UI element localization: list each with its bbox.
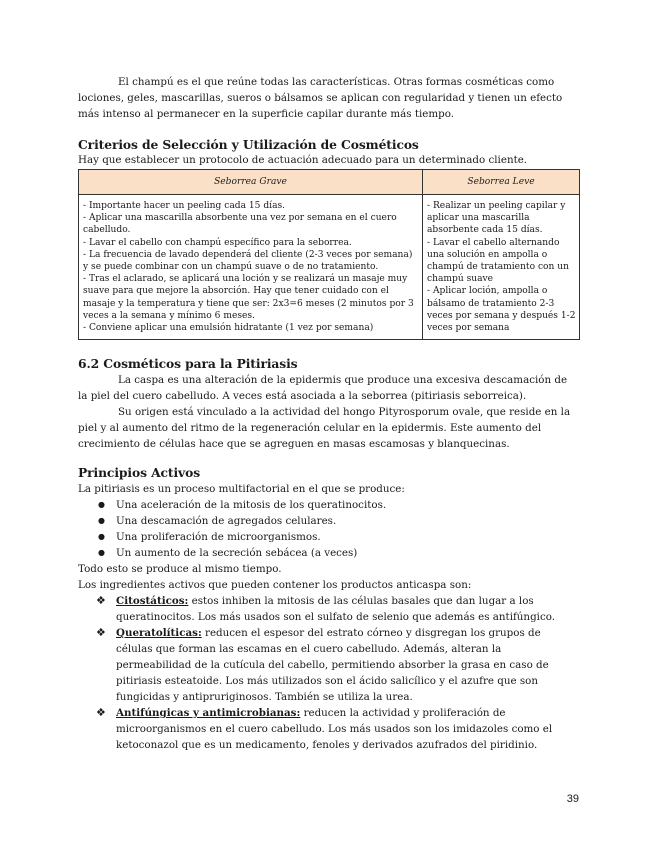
list-item: ● Una descamación de agregados celulares.	[98, 515, 337, 528]
list-item	[96, 593, 578, 625]
ingredient-term: Antifúngicas y antimicrobianas:	[116, 707, 301, 720]
header-seborrea-grave: Seborrea Grave	[79, 170, 423, 195]
grave-line: - Importante hacer un peeling cada 15 días.	[83, 201, 286, 211]
list-item	[96, 625, 578, 705]
pitiriasis-heading: 6.2 Cosméticos para la Pitiriasis	[78, 356, 298, 372]
principios-ingredients-intro: Los ingredientes activos que pueden contener los productos anticaspa son:	[78, 579, 472, 592]
diamond-bullet-icon: ❖	[96, 706, 106, 720]
leve-cell	[423, 195, 580, 340]
leve-line: - Lavar el cabello alternando una solución en ampolla o champú de tratamiento con un champú suave	[427, 237, 569, 285]
grave-line: - La frecuencia de lavado dependerá del cliente (2-3 veces por semana) y se puede combinar con un champú suave o de no tratamiento.	[83, 249, 413, 273]
bullet-dot-icon: ●	[98, 500, 105, 510]
process-bullet-list	[78, 497, 578, 561]
page-content	[78, 74, 578, 753]
bullet-dot-icon: ●	[98, 548, 105, 558]
bullet-dot-icon: ●	[98, 516, 105, 526]
list-item: ● Una aceleración de la mitosis de los queratinocitos.	[98, 499, 387, 512]
diamond-bullet-icon: ❖	[96, 594, 106, 608]
ingredient-text: estos inhiben la mitosis de las células basales que dan lugar a los queratinocitos. Los más usados son el sulfato de selenio que además es antifúngico.	[116, 595, 556, 624]
table-row	[79, 195, 580, 340]
principios-intro: La pitiriasis es un proceso multifactorial en el que se produce:	[78, 483, 405, 496]
ingredient-text: reducen el espesor del estrato córneo y disgregan los grupos de células que forman las escamas en el cuero cabelludo. Además, alteran la permeabilidad de la cutícula del cabello, permitiendo absorber la grasa en caso de pitiriasis esteatoide. Los más utilizados son el ácido salicílico y el azufre que son fungicidas y antipruriginosos. También se utiliza la urea.	[116, 627, 549, 704]
criterios-heading: Criterios de Selección y Utilización de Cosméticos	[78, 137, 419, 152]
ingredients-list	[78, 593, 578, 753]
bullet-dot-icon: ●	[98, 532, 105, 542]
page-number: 39	[566, 793, 579, 805]
list-item: ● Una proliferación de microorganismos.	[98, 531, 321, 544]
grave-line: - Aplicar una mascarilla absorbente una vez por semana en el cuero cabelludo.	[83, 213, 397, 236]
leve-line: - Aplicar loción, ampolla o bálsamo de tratamiento 2-3 veces por semana y después 1-2 veces por semana	[427, 286, 576, 334]
intro-paragraph: El champú es el que reúne todas las características. Otras formas cosméticas como lociones, geles, mascarillas, sueros o bálsamos se aplican con regularidad y tienen un efecto más intenso al permanecer en la superficie capilar durante más tiempo.	[78, 76, 563, 120]
pitiriasis-paragraph-1: La caspa es una alteración de la epidermis que produce una excesiva descamación de la piel del cuero cabelludo. A veces está asociada a la seborrea (pitiriasis seborreica).	[78, 374, 568, 403]
ingredient-term: Citostáticos:	[116, 595, 189, 608]
list-item: ● Un aumento de la secreción sebácea (a veces)	[98, 547, 358, 560]
list-item	[96, 705, 578, 753]
grave-line: - Conviene aplicar una emulsión hidratante (1 vez por semana)	[83, 323, 374, 334]
diamond-bullet-icon: ❖	[96, 626, 106, 640]
grave-line: - Lavar el cabello con champú específico para la seborrea.	[83, 237, 352, 248]
grave-line: - Tras el aclarado, se aplicará una loción y se realizará un masaje muy suave para que mejore la absorción. Hay que tener cuidado con el masaje y la temperatura y tiene que ser: 2x3=6 meses (2 minutos por 3 veces a la semana y mínimo 6 meses.	[83, 274, 414, 321]
seborrea-table	[78, 169, 580, 340]
pitiriasis-paragraph-2: Su origen está vinculado a la actividad del hongo Pityrosporum ovale, que reside en la piel y al aumento del ritmo de la regeneración celular en la epidermis. Este aumento del crecimiento de células hace que se agreguen en masas escamosas y blanquecinas.	[78, 406, 571, 451]
table-header-row	[79, 170, 580, 195]
ingredient-text: reducen la actividad y proliferación de microorganismos en el cuero cabelludo. Los más usados son los imidazoles como el ketoconazol que es un medicamento, fenoles y derivados azufrados del piridinio.	[116, 707, 553, 752]
criterios-subtitle: Hay que establecer un protocolo de actuación adecuado para un determinado cliente.	[78, 154, 528, 166]
leve-line: - Realizar un peeling capilar y aplicar una mascarilla absorbente cada 15 días.	[427, 201, 566, 236]
grave-cell	[79, 195, 423, 340]
principios-heading: Principios Activos	[78, 465, 201, 481]
ingredient-term: Queratolíticas:	[116, 627, 202, 640]
header-seborrea-leve: Seborrea Leve	[423, 170, 580, 195]
principios-note: Todo esto se produce al mismo tiempo.	[78, 563, 282, 576]
